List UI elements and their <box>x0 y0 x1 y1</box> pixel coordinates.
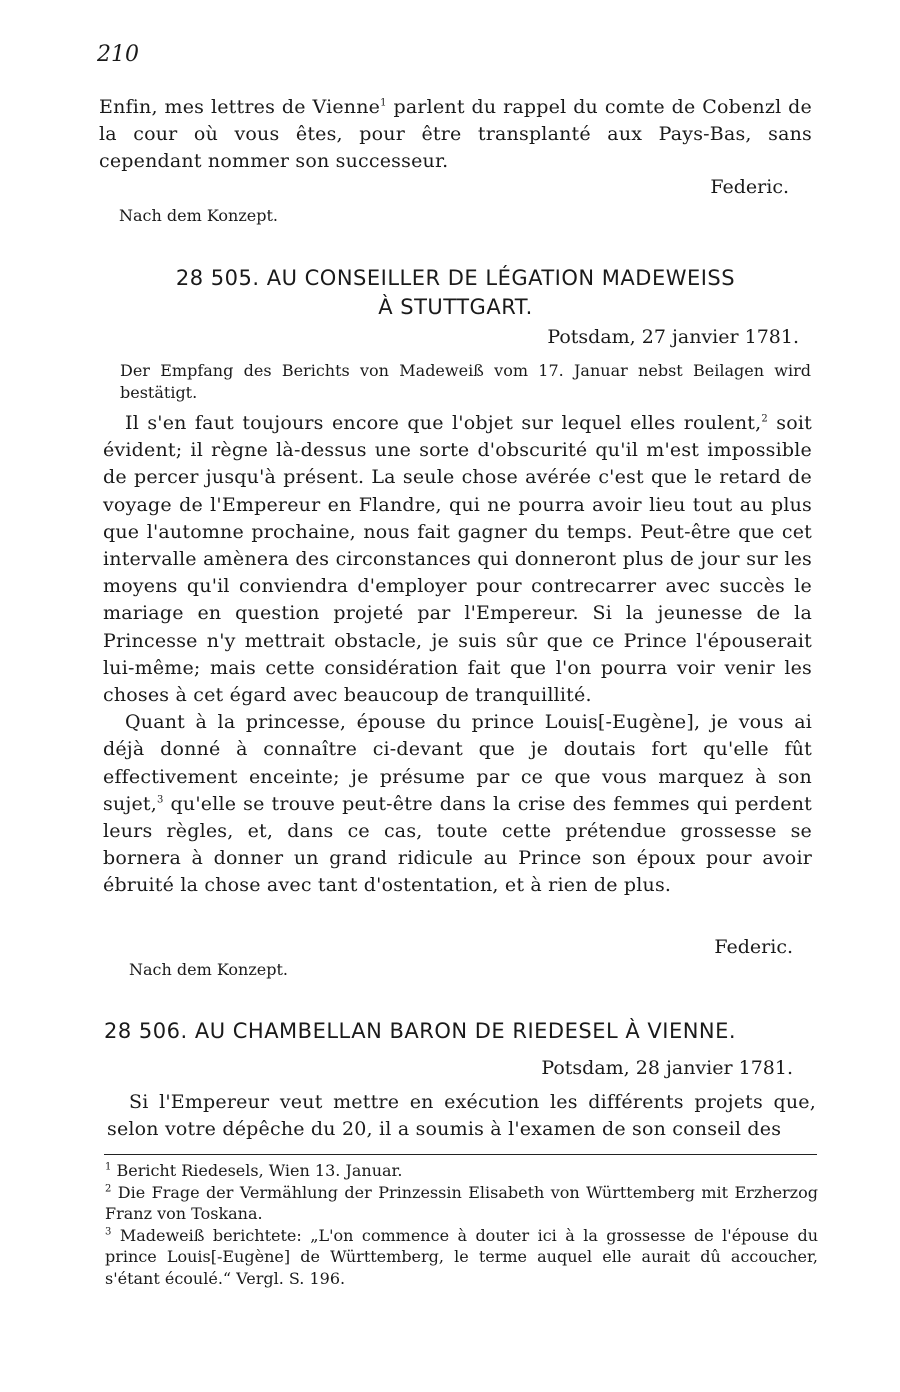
letter-28505-date: Potsdam, 27 janvier 1781. <box>547 326 799 348</box>
footnote-divider <box>104 1154 817 1155</box>
page-number: 210 <box>97 42 139 67</box>
letter-28505-summary: Der Empfang des Berichts von Madeweiß vom 17. Januar nebst Beilagen wird bestätigt. <box>120 361 811 402</box>
letter-28505-paragraph-2: Quant à la princesse, épouse du prince Louis[-Eugène], je vous ai déjà donné à connaître ci-devant que je doutais fort qu'elle fût effectivement enceinte; je présume par ce que vous marquez à son sujet,$^3$ qu'elle se trouve peut-être dans la crise des femmes qui perdent leurs règles, et, dans ce cas, toute cette prétendue grossesse se bornera à donner un grand ridicule au Prince son époux pour avoir ébruité la chose avec tant d'ostentation, et à rien de plus. <box>103 711 812 897</box>
footnotes <box>105 1160 818 1289</box>
letter-28505-body <box>103 410 812 900</box>
opening-signature: Federic. <box>710 176 789 198</box>
footnote-ref-1[interactable]: 1 <box>380 97 387 109</box>
footnote-3: $^3$ Madeweiß berichtete: „L'on commence à douter ici à la grossesse de l'épouse du prince Louis[-Eugène] de Württemberg, le terme auquel elle aurait dû accoucher, s'étant écoulé.“ Vergl. S. 196. <box>105 1225 818 1288</box>
letter-28505-source-note: Nach dem Konzept. <box>129 960 288 979</box>
letter-28505-signature: Federic. <box>714 936 793 958</box>
letter-28506-date: Potsdam, 28 janvier 1781. <box>541 1057 793 1079</box>
letter-28506-heading: 28 506. AU CHAMBELLAN BARON DE RIEDESEL À VIENNE. <box>104 1019 737 1043</box>
letter-28505-paragraph-1: Il s'en faut toujours encore que l'objet sur lequel elles roulent,$^2$ soit évident; il règne là-dessus une sorte d'obscurité qu'il m'est impossible de percer jusqu'à présent. La seule chose avérée c'est que le retard de voyage de l'Empereur en Flandre, qui ne pourra avoir lieu tout au plus que l'automne prochaine, nous fait gagner du temps. Peut-être que cet intervalle amènera des circonstances qui donneront plus de jour sur les moyens qu'il conviendra d'employer pour contrecarrer avec succès le mariage en question projeté par l'Empereur. Si la jeunesse de la Princesse n'y mettrait obstacle, je suis sûr que ce Prince l'épouserait lui-même; mais cette considération fait que l'on pourra voir venir les choses à cet égard avec beaucoup de tranquillité. <box>103 412 812 707</box>
footnote-1: $^1$ Bericht Riedesels, Wien 13. Januar. <box>105 1161 403 1180</box>
footnote-ref-3[interactable]: 3 <box>157 794 164 806</box>
letter-28506-body <box>107 1089 816 1143</box>
footnote-ref-2[interactable]: 2 <box>761 413 768 425</box>
letter-28506-paragraph-1: Si l'Empereur veut mettre en exécution les différents projets que, selon votre dépêche du 20, il a soumis à l'examen de son conseil des <box>107 1091 816 1141</box>
footnote-2: $^2$ Die Frage der Vermählung der Prinzessin Elisabeth von Württemberg mit Erzherzog Franz von Toskana. <box>105 1182 818 1223</box>
letter-28505-heading: 28 505. AU CONSEILLER DE LÉGATION MADEWEISS À STUTTGART. <box>175 266 736 319</box>
opening-paragraph: Enfin, mes lettres de Vienne$^1$ parlent du rappel du comte de Cobenzl de la cour où vous êtes, pour être transplanté aux Pays-Bas, sans cependant nommer son successeur. <box>99 96 812 173</box>
opening-source-note: Nach dem Konzept. <box>119 206 278 225</box>
